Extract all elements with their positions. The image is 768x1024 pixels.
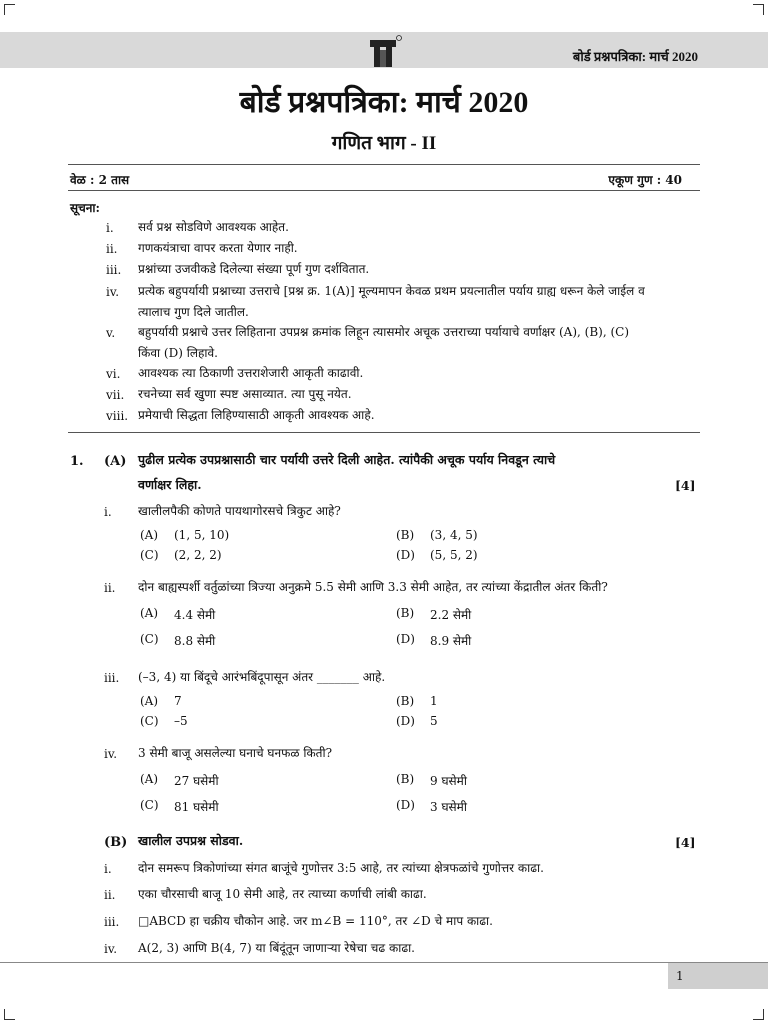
- option-value: (3, 4, 5): [430, 528, 478, 542]
- option-value: 5: [430, 714, 438, 728]
- option-value: (5, 5, 2): [430, 548, 478, 562]
- option-value: 2.2 सेमी: [430, 608, 472, 622]
- crop-mark-bottom-left: [4, 1009, 15, 1020]
- option-value: (2, 2, 2): [174, 548, 222, 562]
- instruction-text: प्रमेयाची सिद्धता लिहिण्यासाठी आकृती आवश्यक आहे.: [138, 408, 375, 422]
- divider: [68, 190, 700, 191]
- subquestion-number: ii.: [104, 888, 116, 902]
- option-label: (D): [396, 714, 415, 728]
- option-label: (A): [140, 772, 159, 786]
- instruction-text: प्रत्येक बहुपर्यायी प्रश्नाच्या उत्तराचे [प्रश्न क्र. 1(A)] मूल्यमापन केवळ प्रथम प्रयत्नातील पर्याय ग्राह्य धरून केले जाईल व: [138, 284, 645, 298]
- crop-mark-top-right: [753, 4, 764, 15]
- option-value: 8.8 सेमी: [174, 634, 216, 648]
- option-label: (D): [396, 798, 415, 812]
- instruction-number: v.: [106, 326, 116, 340]
- total-marks: एकूण गुण : 40: [608, 173, 682, 187]
- option-label: (C): [140, 548, 159, 562]
- option-value: 9 घसेमी: [430, 774, 467, 788]
- part-b-instruction: खालील उपप्रश्न सोडवा.: [138, 833, 244, 848]
- option-value: 81 घसेमी: [174, 800, 219, 814]
- subquestion-text: दोन बाह्यस्पर्शी वर्तुळांच्या त्रिज्या अनुक्रमे 5.5 सेमी आणि 3.3 सेमी आहेत, तर त्यांच्या केंद्रातील अंतर किती?: [138, 580, 608, 594]
- option-label: (D): [396, 632, 415, 646]
- option-value: (1, 5, 10): [174, 528, 230, 542]
- part-b-label: (B): [104, 835, 128, 850]
- option-label: (B): [396, 528, 415, 542]
- instruction-number: ii.: [106, 242, 118, 256]
- part-a-marks: [4]: [675, 478, 696, 493]
- option-label: (B): [396, 772, 415, 786]
- part-a-instruction: पुढील प्रत्येक उपप्रश्नासाठी चार पर्यायी उत्तरे दिली आहेत. त्यांपैकी अचूक पर्याय निवडून त्याचे: [138, 452, 556, 467]
- option-label: (A): [140, 528, 159, 542]
- option-value: 4.4 सेमी: [174, 608, 216, 622]
- page-number: 1: [676, 969, 684, 983]
- subquestion-text: □ABCD हा चक्रीय चौकोन आहे. जर m∠B = 110°, तर ∠D चे माप काढा.: [138, 914, 493, 928]
- instructions-heading: सूचना:: [70, 201, 100, 215]
- part-a-label: (A): [104, 454, 127, 469]
- instruction-number: i.: [106, 221, 114, 235]
- divider: [68, 164, 700, 165]
- subquestion-number: ii.: [104, 581, 116, 595]
- instruction-number: iv.: [106, 285, 120, 299]
- subquestion-number: iv.: [104, 747, 118, 761]
- subquestion-text: दोन समरूप त्रिकोणांच्या संगत बाजूंचे गुणोत्तर 3:5 आहे, तर त्यांच्या क्षेत्रफळांचे गुणोत्तर काढा.: [138, 861, 544, 875]
- page-subtitle: गणित भाग - II: [331, 133, 437, 154]
- instruction-number: iii.: [106, 263, 122, 277]
- exam-time: वेळ : 2 तास: [70, 173, 130, 187]
- instruction-text: किंवा (D) लिहावे.: [138, 346, 218, 360]
- instruction-number: vi.: [106, 367, 121, 381]
- instruction-number: viii.: [106, 409, 129, 423]
- option-label: (C): [140, 632, 159, 646]
- instruction-text: प्रश्नांच्या उजवीकडे दिलेल्या संख्या पूर्ण गुण दर्शवितात.: [138, 262, 370, 276]
- subquestion-text: A(2, 3) आणि B(4, 7) या बिंदूंतून जाणाऱ्या रेषेचा चढ काढा.: [138, 941, 415, 955]
- option-value: 3 घसेमी: [430, 800, 467, 814]
- subquestion-number: iii.: [104, 915, 120, 929]
- option-value: –5: [174, 714, 188, 728]
- part-a-instruction: वर्णाक्षर लिहा.: [138, 477, 202, 492]
- option-value: 7: [174, 694, 182, 708]
- crop-mark-top-left: [4, 4, 15, 15]
- option-value: 8.9 सेमी: [430, 634, 472, 648]
- option-label: (C): [140, 798, 159, 812]
- option-label: (B): [396, 606, 415, 620]
- divider: [68, 432, 700, 433]
- instruction-text: सर्व प्रश्न सोडविणे आवश्यक आहेत.: [138, 220, 289, 234]
- instruction-text: रचनेच्या सर्व खुणा स्पष्ट असाव्यात. त्या पुसू नयेत.: [138, 387, 352, 401]
- option-label: (D): [396, 548, 415, 562]
- publisher-logo-icon: [364, 34, 404, 68]
- instruction-text: त्यालाच गुण दिले जातील.: [138, 305, 249, 319]
- subquestion-text: (–3, 4) या बिंदूचे आरंभबिंदूपासून अंतर _______ आहे.: [138, 670, 386, 684]
- crop-mark-bottom-right: [753, 1009, 764, 1020]
- instruction-number: vii.: [106, 388, 125, 402]
- option-label: (A): [140, 606, 159, 620]
- subquestion-number: i.: [104, 505, 112, 519]
- option-label: (C): [140, 714, 159, 728]
- footer-divider: [0, 962, 768, 963]
- subquestion-number: iii.: [104, 671, 120, 685]
- question-number: 1.: [70, 454, 84, 469]
- page-title: बोर्ड प्रश्नपत्रिका: मार्च 2020: [239, 86, 529, 119]
- instruction-text: गणकयंत्राचा वापर करता येणार नाही.: [138, 241, 298, 255]
- option-label: (B): [396, 694, 415, 708]
- subquestion-number: i.: [104, 862, 112, 876]
- running-header-title: बोर्ड प्रश्नपत्रिका: मार्च 2020: [572, 49, 698, 64]
- instruction-text: बहुपर्यायी प्रश्नाचे उत्तर लिहिताना उपप्रश्न क्रमांक लिहून त्यासमोर अचूक उत्तराच्या पर्यायाचे वर्णाक्षर (A), (B), (C): [138, 325, 630, 339]
- subquestion-number: iv.: [104, 942, 118, 956]
- subquestion-text: 3 सेमी बाजू असलेल्या घनाचे घनफळ किती?: [138, 746, 333, 760]
- part-b-marks: [4]: [675, 835, 696, 850]
- instruction-text: आवश्यक त्या ठिकाणी उत्तराशेजारी आकृती काढावी.: [138, 366, 364, 380]
- subquestion-text: खालीलपैकी कोणते पायथागोरसचे त्रिकुट आहे?: [138, 504, 341, 518]
- option-value: 27 घसेमी: [174, 774, 219, 788]
- option-value: 1: [430, 694, 438, 708]
- subquestion-text: एका चौरसाची बाजू 10 सेमी आहे, तर त्याच्या कर्णाची लांबी काढा.: [138, 887, 427, 901]
- option-label: (A): [140, 694, 159, 708]
